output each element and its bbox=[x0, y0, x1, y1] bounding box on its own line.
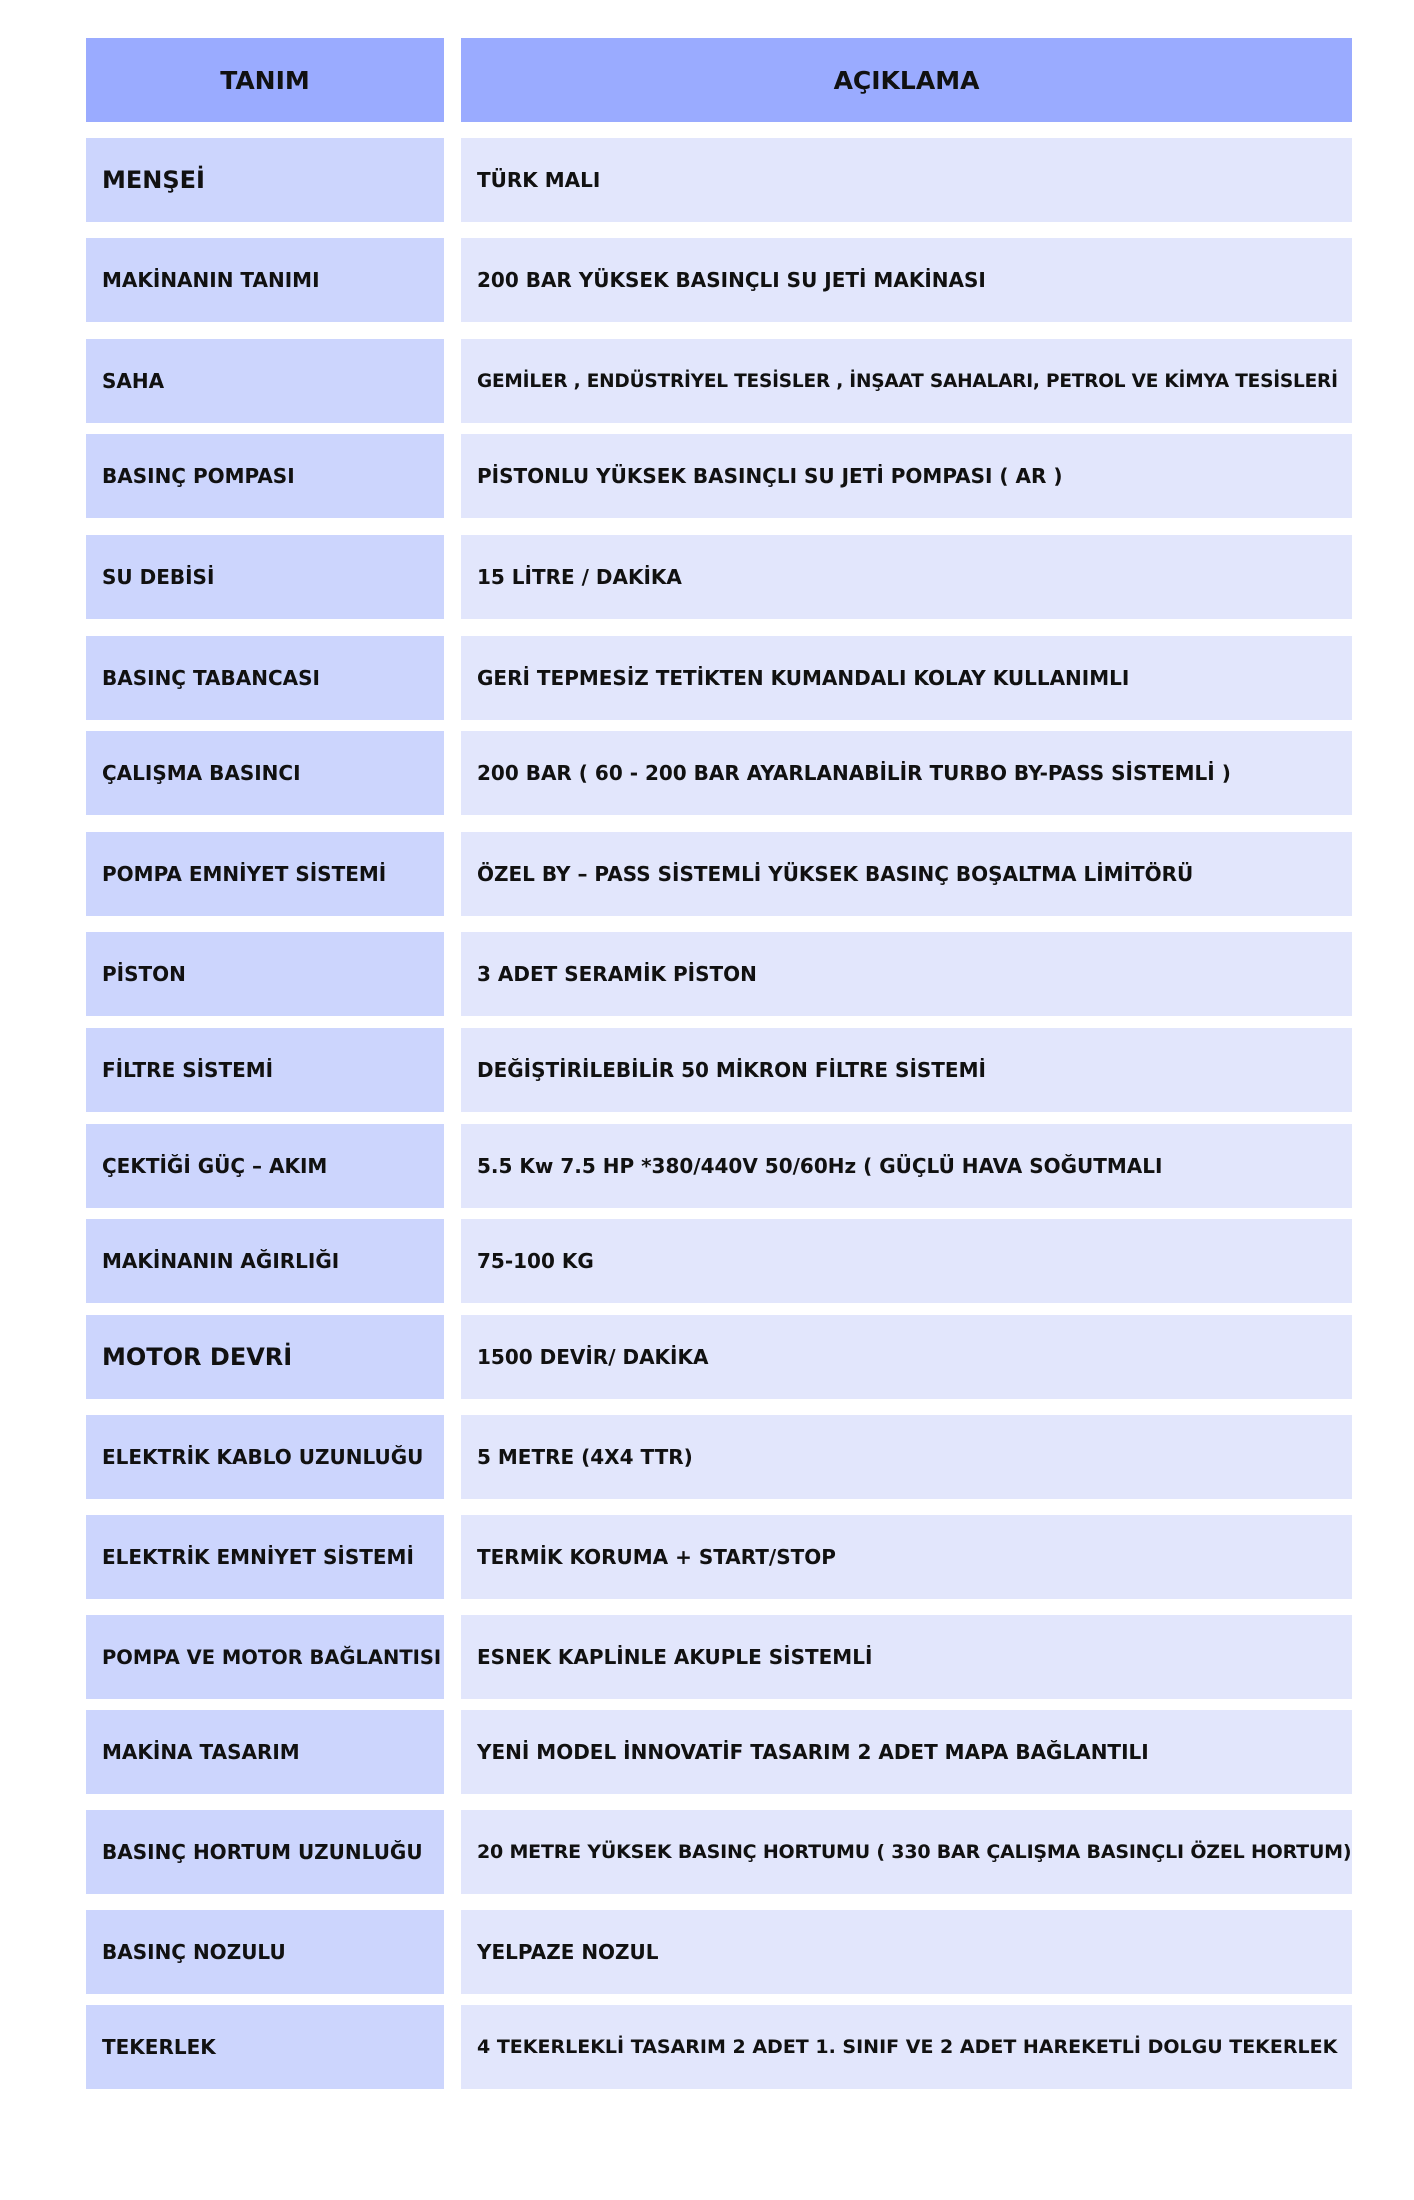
row-label: PİSTON bbox=[86, 932, 444, 1016]
row-value: YENİ MODEL İNNOVATİF TASARIM 2 ADET MAPA BAĞLANTILI bbox=[461, 1710, 1352, 1794]
row-label: MAKİNA TASARIM bbox=[86, 1710, 444, 1794]
row-label: SAHA bbox=[86, 339, 444, 423]
row-value: ÖZEL BY – PASS SİSTEMLİ YÜKSEK BASINÇ BOŞALTMA LİMİTÖRÜ bbox=[461, 832, 1352, 916]
row-value: 200 BAR ( 60 - 200 BAR AYARLANABİLİR TURBO BY-PASS SİSTEMLİ ) bbox=[461, 731, 1352, 815]
row-value: 4 TEKERLEKLİ TASARIM 2 ADET 1. SINIF VE 2 ADET HAREKETLİ DOLGU TEKERLEK bbox=[461, 2005, 1352, 2089]
row-label: MAKİNANIN TANIMI bbox=[86, 238, 444, 322]
row-label: ÇALIŞMA BASINCI bbox=[86, 731, 444, 815]
row-label: ÇEKTİĞİ GÜÇ – AKIM bbox=[86, 1124, 444, 1208]
row-label: ELEKTRİK EMNİYET SİSTEMİ bbox=[86, 1515, 444, 1599]
row-value: 3 ADET SERAMİK PİSTON bbox=[461, 932, 1352, 1016]
row-label: MOTOR DEVRİ bbox=[86, 1315, 444, 1399]
row-label: POMPA VE MOTOR BAĞLANTISI bbox=[86, 1615, 444, 1699]
row-value: GEMİLER , ENDÜSTRİYEL TESİSLER , İNŞAAT SAHALARI, PETROL VE KİMYA TESİSLERİ bbox=[461, 339, 1352, 423]
row-value: 5 METRE (4X4 TTR) bbox=[461, 1415, 1352, 1499]
row-value: GERİ TEPMESİZ TETİKTEN KUMANDALI KOLAY KULLANIMLI bbox=[461, 636, 1352, 720]
row-value: 75-100 KG bbox=[461, 1219, 1352, 1303]
header-tanim: TANIM bbox=[86, 38, 444, 122]
row-label: ELEKTRİK KABLO UZUNLUĞU bbox=[86, 1415, 444, 1499]
row-label: MAKİNANIN AĞIRLIĞI bbox=[86, 1219, 444, 1303]
header-aciklama: AÇIKLAMA bbox=[461, 38, 1352, 122]
row-label: SU DEBİSİ bbox=[86, 535, 444, 619]
row-value: 200 BAR YÜKSEK BASINÇLI SU JETİ MAKİNASI bbox=[461, 238, 1352, 322]
row-label: BASINÇ TABANCASI bbox=[86, 636, 444, 720]
row-value: YELPAZE NOZUL bbox=[461, 1910, 1352, 1994]
row-value: 1500 DEVİR/ DAKİKA bbox=[461, 1315, 1352, 1399]
row-value: 20 METRE YÜKSEK BASINÇ HORTUMU ( 330 BAR ÇALIŞMA BASINÇLI ÖZEL HORTUM) bbox=[461, 1810, 1352, 1894]
row-value: DEĞİŞTİRİLEBİLİR 50 MİKRON FİLTRE SİSTEMİ bbox=[461, 1028, 1352, 1112]
row-label: FİLTRE SİSTEMİ bbox=[86, 1028, 444, 1112]
row-value: 15 LİTRE / DAKİKA bbox=[461, 535, 1352, 619]
row-label: MENŞEİ bbox=[86, 138, 444, 222]
row-value: TERMİK KORUMA + START/STOP bbox=[461, 1515, 1352, 1599]
row-label: BASINÇ NOZULU bbox=[86, 1910, 444, 1994]
row-value: 5.5 Kw 7.5 HP *380/440V 50/60Hz ( GÜÇLÜ HAVA SOĞUTMALI bbox=[461, 1124, 1352, 1208]
row-label: TEKERLEK bbox=[86, 2005, 444, 2089]
row-label: BASINÇ HORTUM UZUNLUĞU bbox=[86, 1810, 444, 1894]
row-value: ESNEK KAPLİNLE AKUPLE SİSTEMLİ bbox=[461, 1615, 1352, 1699]
row-label: BASINÇ POMPASI bbox=[86, 434, 444, 518]
row-value: PİSTONLU YÜKSEK BASINÇLI SU JETİ POMPASI ( AR ) bbox=[461, 434, 1352, 518]
row-value: TÜRK MALI bbox=[461, 138, 1352, 222]
row-label: POMPA EMNİYET SİSTEMİ bbox=[86, 832, 444, 916]
